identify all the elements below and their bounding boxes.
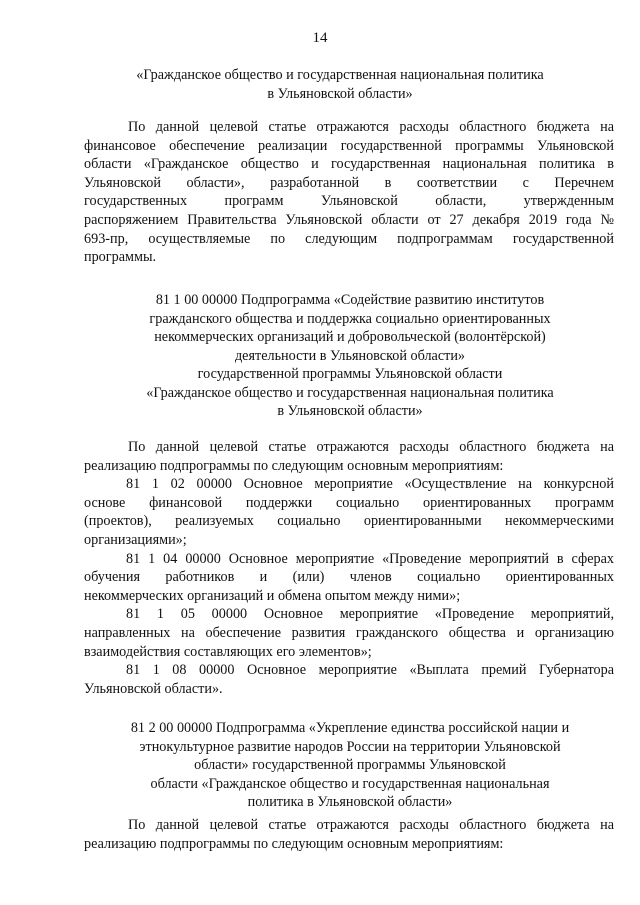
heading-line: «Гражданское общество и государственная национальная политика: [146, 384, 554, 401]
text-line: направленных на обеспечение развития гражданского общества и организацию: [84, 624, 614, 641]
heading-line: государственной программы Ульяновской области: [197, 366, 503, 382]
page-number: 14: [312, 30, 328, 46]
text-line: 693-пр, осуществляемые по следующим подпрограммам государственной: [84, 230, 614, 247]
program-title: [100, 66, 580, 103]
heading-line: политика в Ульяновской области»: [247, 794, 453, 810]
title-line: «Гражданское общество и государственная национальная политика: [136, 67, 544, 83]
heading-line: 81 2 00 00000 Подпрограмма «Укрепление единства российской нации и: [130, 720, 570, 736]
text-line: программы.: [84, 249, 157, 266]
subprogram2-text: [84, 816, 614, 853]
text-line: реализацию подпрограммы по следующим основным мероприятиям:: [84, 457, 504, 474]
heading-line: в Ульяновской области»: [277, 403, 423, 419]
text-line: организациями»;: [84, 531, 187, 548]
text-line: финансовое обеспечение реализации государственной программы Ульяновской: [84, 137, 614, 154]
text-line: обучения работников и (или) членов социально ориентированных: [84, 569, 614, 586]
subprogram1-text: [84, 438, 614, 698]
text-line: основе финансовой поддержки социально ориентированных программ: [84, 494, 614, 511]
subprogram2-heading: [100, 719, 600, 812]
heading-line: деятельности в Ульяновской области»: [234, 347, 466, 364]
intro-paragraph: [84, 118, 614, 267]
text-line: реализацию подпрограммы по следующим основным мероприятиям:: [84, 835, 504, 852]
text-line: 81 1 04 00000 Основное мероприятие «Проведение мероприятий в сферах: [126, 550, 614, 567]
heading-line: области» государственной программы Ульяновской: [194, 757, 506, 773]
text-line: (проектов), реализуемых социально ориентированными некоммерческими: [84, 513, 614, 530]
heading-line: этнокультурное развитие народов России на территории Ульяновской: [139, 738, 561, 755]
heading-line: области «Гражданское общество и государственная национальная: [150, 775, 550, 792]
text-line: распоряжением Правительства Ульяновской области от 27 декабря 2019 года №: [84, 211, 614, 228]
title-line: в Ульяновской области»: [267, 85, 413, 102]
text-line: По данной целевой статье отражаются расходы областного бюджета на: [128, 817, 614, 833]
heading-line: некоммерческих организаций и добровольческой (волонтёрской): [154, 329, 546, 345]
text-line: 81 1 05 00000 Основное мероприятие «Проведение мероприятий,: [126, 606, 614, 623]
text-line: По данной целевой статье отражаются расходы областного бюджета на: [128, 119, 614, 135]
text-line: взаимодействия составляющих его элементов»;: [84, 643, 372, 660]
text-line: области «Гражданское общество и государственная национальная политика в: [84, 156, 614, 173]
text-line: Ульяновской области», разработанной в соответствии с Перечнем: [84, 174, 614, 191]
text-line: 81 1 02 00000 Основное мероприятие «Осуществление на конкурсной: [126, 476, 614, 493]
text-line: государственных программ Ульяновской области, утвержденным: [84, 193, 614, 210]
heading-line: 81 1 00 00000 Подпрограмма «Содействие развитию институтов: [155, 292, 545, 308]
text-line: некоммерческих организаций и обмена опытом между ними»;: [84, 587, 461, 604]
text-line: Ульяновской области».: [84, 680, 223, 697]
text-line: 81 1 08 00000 Основное мероприятие «Выплата премий Губернатора: [126, 662, 614, 679]
subprogram1-heading: [110, 291, 590, 421]
heading-line: гражданского общества и поддержка социально ориентированных: [149, 310, 551, 327]
text-line: По данной целевой статье отражаются расходы областного бюджета на: [128, 439, 614, 455]
